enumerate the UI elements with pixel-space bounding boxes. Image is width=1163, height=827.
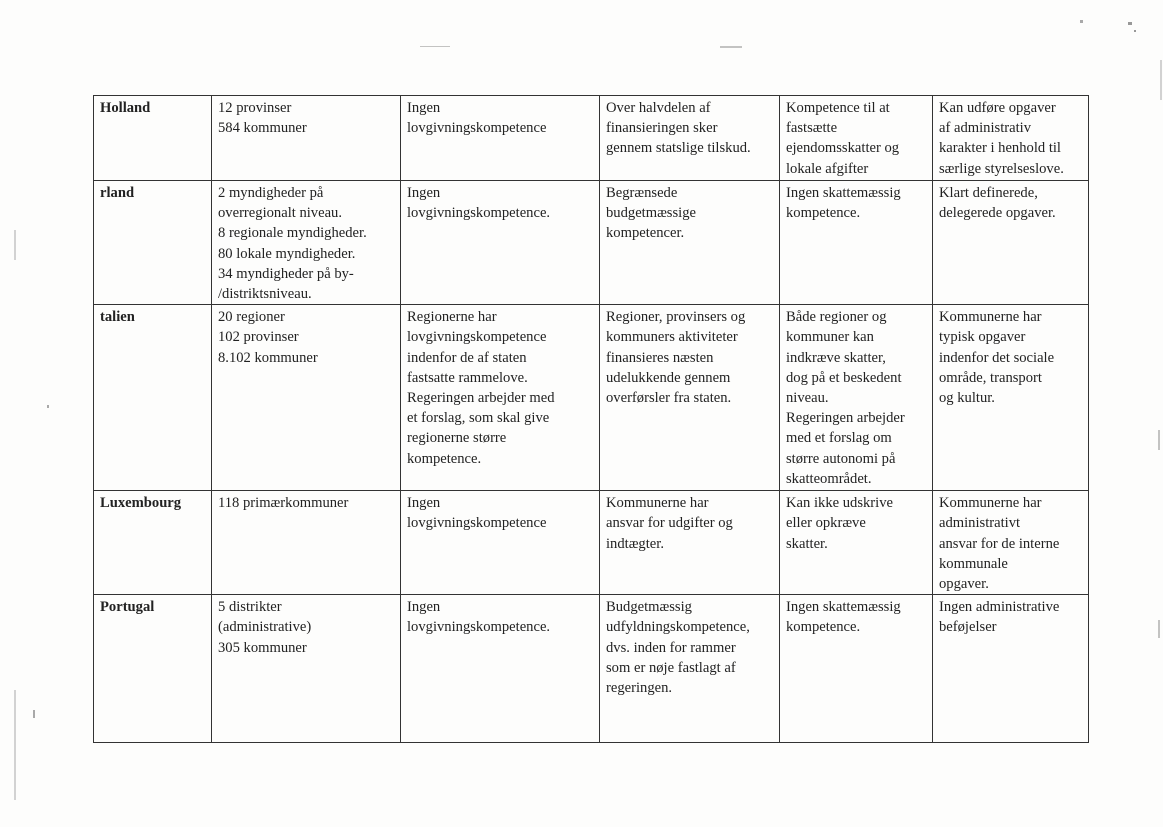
- legislative-cell: [401, 305, 600, 491]
- cell-text-line: lovgivningskompetence: [407, 120, 547, 137]
- cell-text-line: Ingen skattemæssig: [786, 599, 901, 616]
- country-cell: Portugal: [94, 595, 212, 743]
- cell-text-line: 5 distrikter: [218, 599, 282, 616]
- cell-text-line: niveau.: [786, 390, 829, 407]
- cell-text-line: af administrativ: [939, 120, 1031, 137]
- units-cell: [212, 595, 401, 743]
- cell-text-line: kommuner kan: [786, 329, 874, 346]
- legislative-cell: [401, 595, 600, 743]
- cell-text-line: skatteområdet.: [786, 470, 872, 487]
- financing-cell: [600, 595, 780, 743]
- cell-text-line: finansieres næsten: [606, 349, 714, 366]
- cell-text-line: typisk opgaver: [939, 329, 1026, 346]
- cell-text-line: kommuners aktiviteter: [606, 329, 738, 346]
- table-row-luxembourg: [94, 491, 1089, 595]
- cell-text-line: Ingen: [407, 185, 441, 201]
- financing-cell: [600, 96, 780, 181]
- cell-text-line: kompetence.: [786, 619, 861, 636]
- cell-text-line: med et forslag om: [786, 430, 892, 447]
- tax-cell: [780, 595, 933, 743]
- cell-text-line: 305 kommuner: [218, 639, 307, 656]
- cell-text-line: Kommunerne har: [939, 495, 1042, 512]
- cell-text-line: lokale afgifter: [786, 160, 869, 177]
- units-cell: [212, 181, 401, 305]
- cell-text-line: Ingen: [407, 100, 441, 116]
- cell-text-line: eller opkræve: [786, 515, 866, 532]
- cell-text-line: Regioner, provinsers og: [606, 309, 746, 326]
- table-row-holland: [94, 96, 1089, 181]
- cell-text-line: kommunale: [939, 555, 1008, 572]
- cell-text-line: 8.102 kommuner: [218, 349, 318, 366]
- cell-text-line: regeringen.: [606, 680, 673, 697]
- cell-text-line: Kan udføre opgaver: [939, 100, 1056, 116]
- cell-text-line: 80 lokale myndigheder.: [218, 245, 356, 262]
- financing-cell: [600, 491, 780, 595]
- cell-text-line: 8 regionale myndigheder.: [218, 225, 367, 242]
- administrative-cell: [933, 595, 1089, 743]
- cell-text-line: udelukkende gennem: [606, 369, 731, 386]
- cell-text-line: /distriktsniveau.: [218, 286, 312, 303]
- cell-text-line: særlige styrelseslove.: [939, 160, 1064, 177]
- cell-text-line: Ingen: [407, 495, 441, 512]
- cell-text-line: ansvar for de interne: [939, 535, 1060, 552]
- country-cell: Holland: [94, 96, 212, 181]
- cell-text-line: indtægter.: [606, 535, 664, 552]
- cell-text-line: lovgivningskompetence.: [407, 619, 551, 636]
- units-cell: [212, 96, 401, 181]
- cell-text-line: Kommunerne har: [606, 495, 709, 512]
- financing-cell: [600, 305, 780, 491]
- cell-text-line: administrativt: [939, 515, 1021, 532]
- tax-cell: [780, 491, 933, 595]
- cell-text-line: 34 myndigheder på by-: [218, 265, 354, 282]
- country-cell: Luxembourg: [94, 491, 212, 595]
- cell-text-line: Over halvdelen af: [606, 100, 711, 116]
- cell-text-line: 12 provinser: [218, 100, 292, 116]
- cell-text-line: dog på et beskedent: [786, 369, 902, 386]
- cell-text-line: større autonomi på: [786, 450, 896, 467]
- tax-cell: [780, 181, 933, 305]
- cell-text-line: skatter.: [786, 535, 828, 552]
- cell-text-line: fastsætte: [786, 120, 838, 137]
- cell-text-line: regionerne større: [407, 430, 507, 447]
- units-cell: [212, 305, 401, 491]
- cell-text-line: udfyldningskompetence,: [606, 619, 750, 636]
- cell-text-line: karakter i henhold til: [939, 140, 1061, 157]
- cell-text-line: 584 kommuner: [218, 120, 307, 137]
- cell-text-line: overførsler fra staten.: [606, 390, 732, 407]
- cell-text-line: Ingen skattemæssig: [786, 185, 901, 201]
- municipality-table: [93, 95, 1089, 743]
- cell-text-line: indkræve skatter,: [786, 349, 886, 366]
- cell-text-line: Regionerne har: [407, 309, 497, 326]
- cell-text-line: kompetencer.: [606, 225, 685, 242]
- cell-text-line: dvs. inden for rammer: [606, 639, 736, 656]
- cell-text-line: område, transport: [939, 369, 1042, 386]
- cell-text-line: Budgetmæssig: [606, 599, 692, 616]
- cell-text-line: fastsatte rammelove.: [407, 369, 528, 386]
- cell-text-line: overregionalt niveau.: [218, 205, 342, 222]
- legislative-cell: [401, 181, 600, 305]
- cell-text-line: Klart definerede,: [939, 185, 1038, 201]
- cell-text-line: og kultur.: [939, 390, 995, 407]
- cell-text-line: 118 primærkommuner: [218, 495, 349, 512]
- country-cell: talien: [94, 305, 212, 491]
- units-cell: [212, 491, 401, 595]
- country-cell: rland: [94, 181, 212, 305]
- cell-text-line: Regeringen arbejder: [786, 410, 905, 427]
- tax-cell: [780, 305, 933, 491]
- cell-text-line: Både regioner og: [786, 309, 887, 326]
- tax-cell: [780, 96, 933, 181]
- cell-text-line: Ingen: [407, 599, 441, 616]
- cell-text-line: kompetence.: [786, 205, 861, 222]
- cell-text-line: lovgivningskompetence.: [407, 205, 551, 222]
- legislative-cell: [401, 96, 600, 181]
- administrative-cell: [933, 181, 1089, 305]
- cell-text-line: ejendomsskatter og: [786, 140, 900, 157]
- cell-text-line: Regeringen arbejder med: [407, 390, 555, 407]
- table-row-italien: [94, 305, 1089, 491]
- administrative-cell: [933, 491, 1089, 595]
- administrative-cell: [933, 305, 1089, 491]
- cell-text-line: gennem statslige tilskud.: [606, 140, 751, 157]
- cell-text-line: Ingen administrative: [939, 599, 1060, 616]
- cell-text-line: Kompetence til at: [786, 100, 890, 116]
- cell-text-line: delegerede opgaver.: [939, 205, 1056, 222]
- cell-text-line: kompetence.: [407, 450, 482, 467]
- cell-text-line: Begrænsede: [606, 185, 678, 201]
- cell-text-line: 102 provinser: [218, 329, 299, 346]
- cell-text-line: lovgivningskompetence: [407, 515, 547, 532]
- cell-text-line: opgaver.: [939, 576, 989, 593]
- cell-text-line: 20 regioner: [218, 309, 285, 326]
- cell-text-line: (administrative): [218, 619, 312, 636]
- table-row-portugal: [94, 595, 1089, 743]
- cell-text-line: som er nøje fastlagt af: [606, 659, 736, 676]
- cell-text-line: et forslag, som skal give: [407, 410, 550, 427]
- table-row-irland: [94, 181, 1089, 305]
- cell-text-line: Kommunerne har: [939, 309, 1042, 326]
- legislative-cell: [401, 491, 600, 595]
- cell-text-line: indenfor det sociale: [939, 349, 1055, 366]
- cell-text-line: lovgivningskompetence: [407, 329, 547, 346]
- cell-text-line: finansieringen sker: [606, 120, 718, 137]
- financing-cell: [600, 181, 780, 305]
- cell-text-line: 2 myndigheder på: [218, 185, 324, 201]
- cell-text-line: indenfor de af staten: [407, 349, 527, 366]
- administrative-cell: [933, 96, 1089, 181]
- cell-text-line: Kan ikke udskrive: [786, 495, 893, 512]
- cell-text-line: budgetmæssige: [606, 205, 696, 222]
- cell-text-line: ansvar for udgifter og: [606, 515, 733, 532]
- cell-text-line: beføjelser: [939, 619, 997, 636]
